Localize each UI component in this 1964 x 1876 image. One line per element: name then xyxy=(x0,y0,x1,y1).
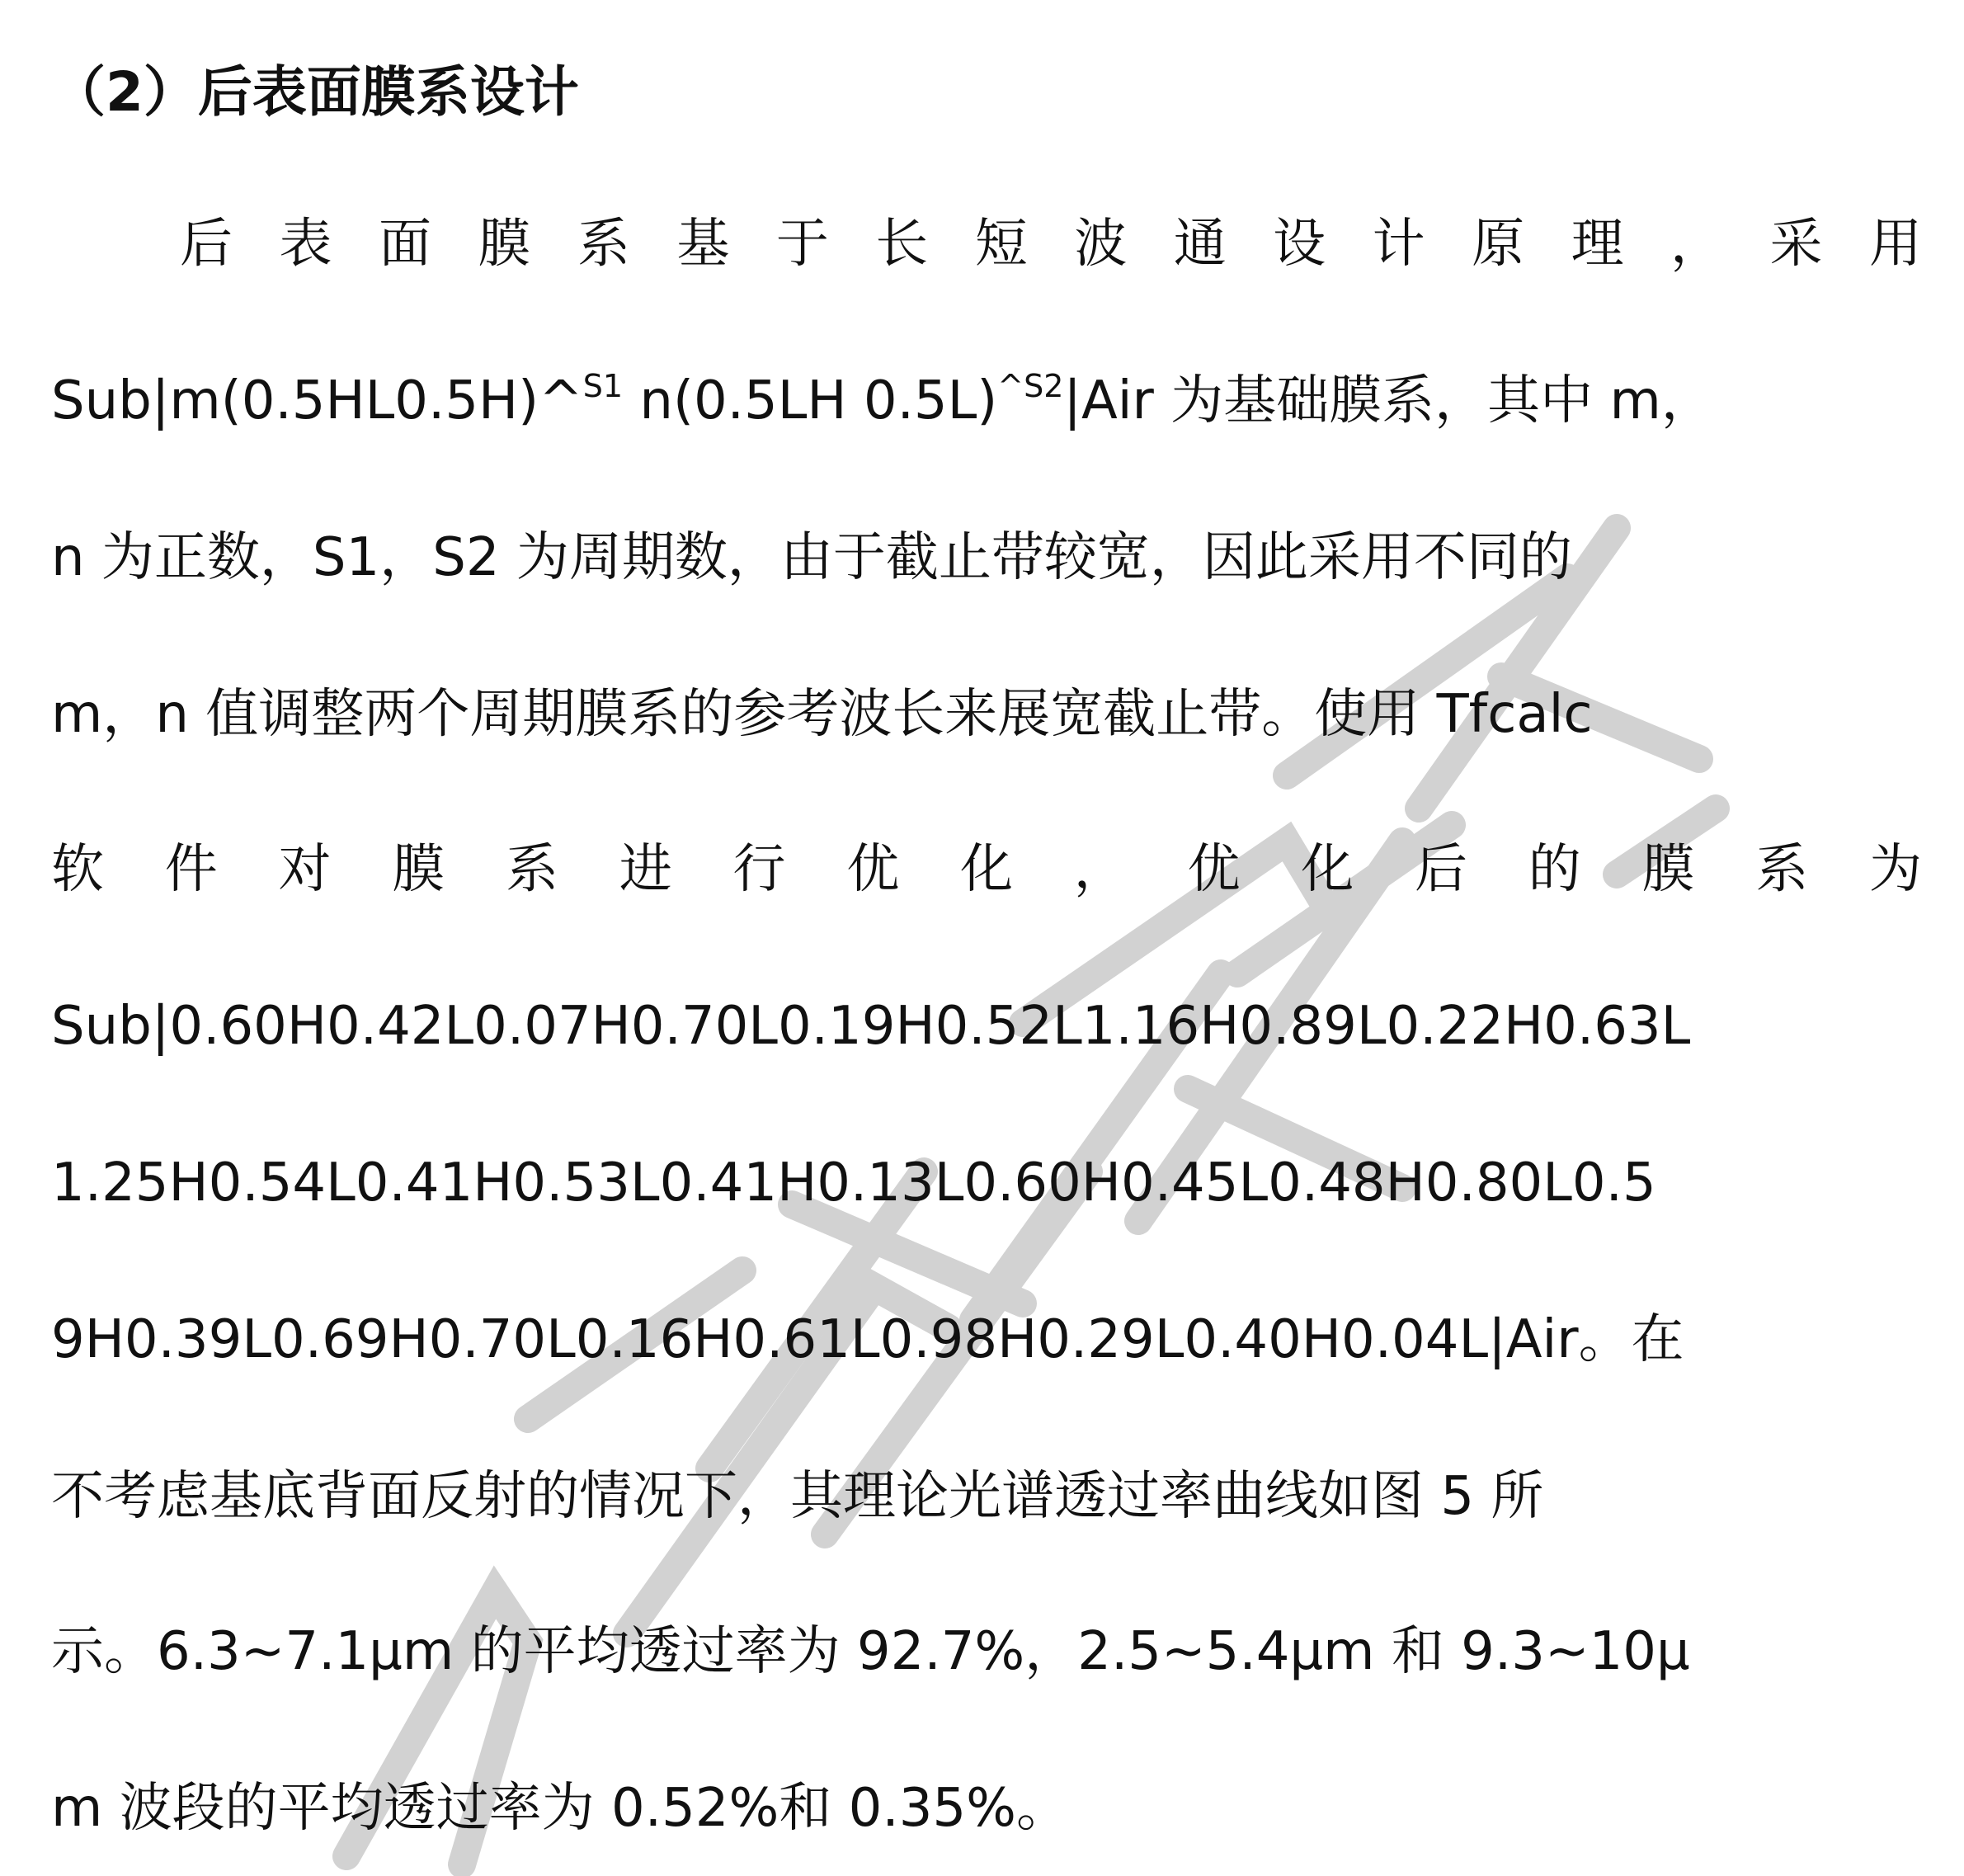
paragraph-line-2 xyxy=(51,368,1922,434)
paragraph-line-4: m，n 值调整两个周期膜系的参考波长来展宽截止带。使用 Tfcalc xyxy=(51,684,1593,745)
paragraph-line-1: 后表面膜系基于长短波通设计原理，采用 xyxy=(180,214,1922,275)
paragraph-line-3: n 为正数，S1，S2 为周期数，由于截止带较宽，因此采用不同的 xyxy=(51,527,1572,588)
formula-part-2: n(0.5LH 0.5L) xyxy=(623,370,998,431)
formula-part-3: |Air 为基础膜系，其中 m， xyxy=(1063,370,1714,431)
formula-superscript-s2: ^S2 xyxy=(997,368,1064,404)
paragraph-line-11: m 波段的平均透过率为 0.52%和 0.35%。 xyxy=(51,1778,1069,1839)
formula-part-1: Sub|m(0.5HL0.5H)^ xyxy=(51,370,583,431)
formula-superscript-s1: S1 xyxy=(582,368,624,404)
paragraph-line-5: 软件对膜系进行优化，优化后的膜系为 xyxy=(51,839,1922,900)
paragraph-line-6: Sub|0.60H0.42L0.07H0.70L0.19H0.52L1.16H0.89L0.22H0.63L xyxy=(51,996,1691,1057)
section-heading: （2）后表面膜系设计 xyxy=(51,60,579,124)
paragraph-line-9: 不考虑基底背面反射的情况下，其理论光谱透过率曲线如图 5 所 xyxy=(51,1466,1544,1527)
paragraph-line-7: 1.25H0.54L0.41H0.53L0.41H0.13L0.60H0.45L0.48H0.80L0.5 xyxy=(51,1152,1656,1214)
paragraph-line-10: 示。6.3~7.1μm 的平均透过率为 92.7%，2.5~5.4μm 和 9.3~10μ xyxy=(51,1621,1690,1682)
paragraph-line-8: 9H0.39L0.69H0.70L0.16H0.61L0.98H0.29L0.40H0.04L|Air。在 xyxy=(51,1309,1684,1370)
